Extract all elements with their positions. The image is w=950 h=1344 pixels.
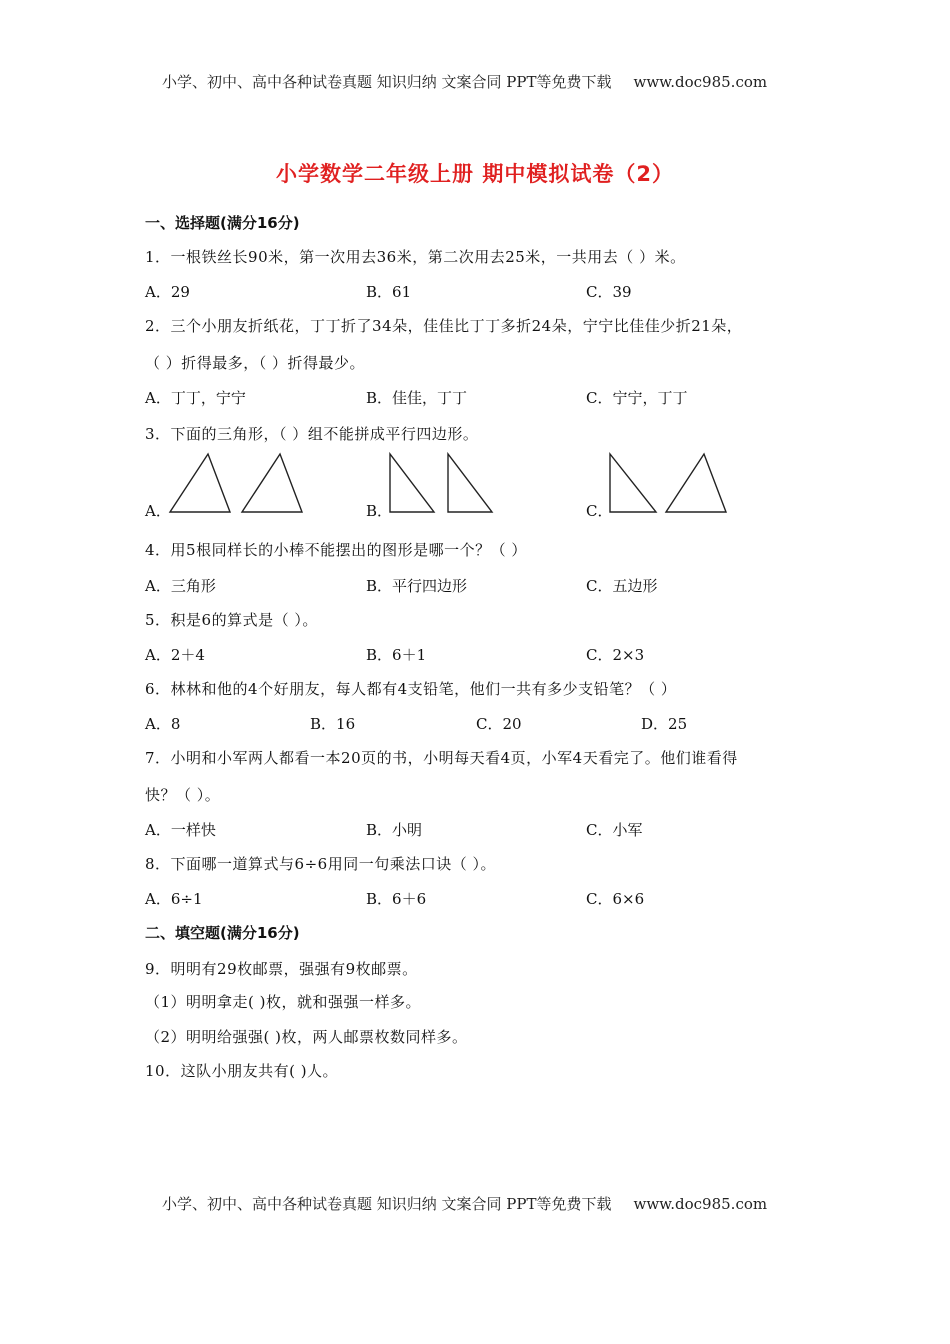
q4-option-c: C．五边形 [586,577,658,595]
header-banner [162,71,767,92]
q7-option-c: C．小军 [586,821,643,839]
triangle-b1 [388,452,436,514]
question-7: 7．小明和小军两人都看一本20页的书，小明每天看4页，小军4天看完了。他们谁看得 [145,749,738,767]
q8-option-b: B．6＋6 [366,890,427,908]
q2-option-b: B．佳佳，丁丁 [366,389,468,407]
question-10: 10．这队小朋友共有( )人。 [145,1062,339,1080]
q7-option-b: B．小明 [366,821,423,839]
question-6: 6．林林和他的4个好朋友，每人都有4支铅笔，他们一共有多少支铅笔？（ ） [145,680,677,698]
q1-option-c: C．39 [586,283,632,301]
page-title: 小学数学二年级上册 期中模拟试卷（2） [276,162,674,186]
q6-option-a: A．8 [145,715,181,733]
q5-option-c: C．2×3 [586,646,645,664]
q6-option-b: B．16 [310,715,356,733]
triangle-b2 [446,452,494,514]
question-1: 1．一根铁丝长90米，第一次用去36米，第二次用去25米，一共用去（ ）米。 [145,248,686,266]
question-9-part-1: （1）明明拿走( )枚，就和强强一样多。 [145,993,422,1011]
question-5: 5．积是6的算式是（ ）。 [145,611,318,629]
triangle-a2 [240,452,304,514]
q8-option-c: C．6×6 [586,890,645,908]
triangle-a1 [168,452,232,514]
q3-option-b: B． [366,502,393,520]
question-8: 8．下面哪一道算式与6÷6用同一句乘法口诀（ ）。 [145,855,496,873]
q7-option-a: A．一样快 [145,821,216,839]
section-heading-fill: 二、填空题(满分16分) [145,924,300,942]
q1-option-a: A．29 [145,283,190,301]
q3-option-c: C． [586,502,613,520]
q6-option-d: D．25 [641,715,688,733]
question-9-part-2: （2）明明给强强( )枚，两人邮票枚数同样多。 [145,1028,468,1046]
triangle-c2 [664,452,728,514]
question-4: 4．用5根同样长的小棒不能摆出的图形是哪一个？（ ） [145,541,527,559]
q1-option-b: B．61 [366,283,412,301]
q4-option-a: A．三角形 [145,577,216,595]
q5-option-b: B．6＋1 [366,646,427,664]
q6-option-c: C．20 [476,715,522,733]
footer-banner-url[interactable]: www.doc985.com [633,1195,768,1213]
q5-option-a: A．2＋4 [145,646,205,664]
question-3: 3．下面的三角形，（ ）组不能拼成平行四边形。 [145,425,479,443]
question-9: 9．明明有29枚邮票，强强有9枚邮票。 [145,960,418,978]
q2-option-c: C．宁宁，丁丁 [586,389,688,407]
footer-banner-text: 小学、初中、高中各种试卷真题 知识归纳 文案合同 PPT等免费下载 [162,1195,612,1213]
triangle-c1 [608,452,658,514]
question-2-line2: （ ）折得最多，（ ）折得最少。 [145,354,366,372]
q4-option-b: B．平行四边形 [366,577,468,595]
footer-banner [162,1193,767,1214]
question-7-line2: 快？（ ）。 [145,786,221,804]
q3-option-a: A． [145,502,171,520]
banner-url[interactable]: www.doc985.com [633,73,768,91]
question-2: 2．三个小朋友折纸花，丁丁折了34朵，佳佳比丁丁多折24朵，宁宁比佳佳少折21朵， [145,317,743,335]
q8-option-a: A．6÷1 [145,890,203,908]
banner-text: 小学、初中、高中各种试卷真题 知识归纳 文案合同 PPT等免费下载 [162,73,612,91]
section-heading-choice: 一、选择题(满分16分) [145,214,300,232]
q2-option-a: A．丁丁，宁宁 [145,389,246,407]
